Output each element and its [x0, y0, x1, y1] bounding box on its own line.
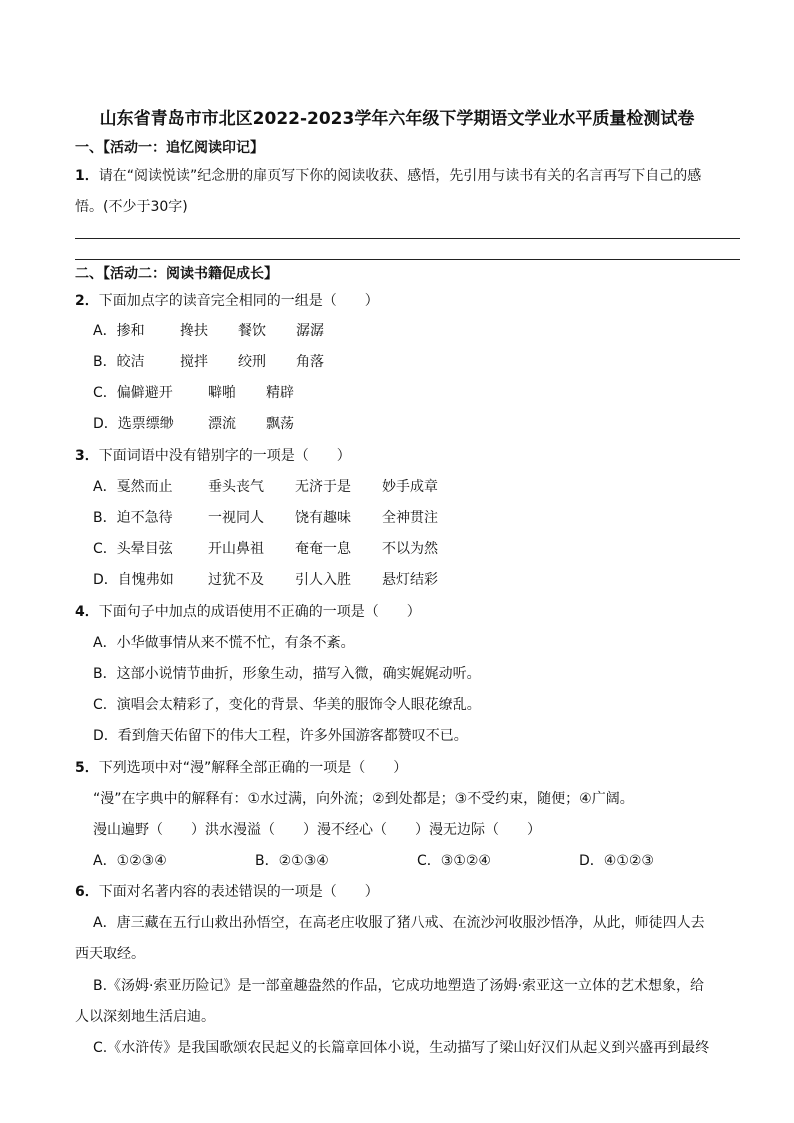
question-6-stem: 下面对名著内容的表述错误的一项是（ ） [98, 884, 379, 900]
option-word: 奄奄一息 [295, 541, 351, 557]
option-word: 全神贯注 [382, 510, 438, 526]
option-word: 角落 [296, 354, 324, 370]
question-5 [75, 758, 407, 778]
answer-line[interactable] [75, 238, 740, 239]
option-word: C．偏僻避开 [93, 385, 173, 401]
option-word: 一视同人 [208, 510, 264, 526]
option-word: 绞刑 [238, 354, 266, 370]
answer-line[interactable] [75, 259, 740, 260]
question-6 [75, 882, 379, 902]
question-5-definition: “漫”在字典中的解释有：①水过满，向外流；②到处都是；③不受约束，随便；④广阔。 [93, 791, 634, 807]
option-b[interactable] [93, 508, 438, 528]
option-a[interactable]: A．唐三藏在五行山救出孙悟空，在高老庄收服了猪八戒、在流沙河收服沙悟净，从此，师徒四人去 [93, 915, 705, 931]
option-b[interactable] [93, 352, 324, 372]
option-word: 精辟 [266, 385, 294, 401]
option-a[interactable] [93, 321, 324, 341]
question-number: 3． [75, 448, 99, 464]
section-2-heading: 二、【活动二：阅读书籍促成长】 [75, 266, 278, 282]
section-1-heading: 一、【活动一：追忆阅读印记】 [75, 140, 264, 156]
option-word: 潺潺 [296, 323, 324, 339]
option-word: 无济于是 [295, 479, 351, 495]
question-1 [75, 166, 701, 186]
question-5-stem: 下列选项中对“漫”解释全部正确的一项是（ ） [98, 760, 408, 776]
option-c[interactable] [93, 539, 438, 559]
option-word: 引人入胜 [295, 572, 351, 588]
option-word: 饶有趣味 [295, 510, 351, 526]
option-word: B．皎洁 [93, 354, 145, 370]
question-number: 1． [75, 168, 99, 184]
option-d[interactable]: D．看到詹天佑留下的伟大工程，许多外国游客都赞叹不已。 [93, 728, 468, 744]
option-a[interactable]: A．小华做事情从来不慌不忙，有条不紊。 [93, 635, 355, 651]
option-a[interactable]: A．①②③④ [93, 853, 167, 869]
option-word: 搅拌 [180, 354, 208, 370]
option-d[interactable]: D．④①②③ [579, 853, 654, 869]
option-word: A．戛然而止 [93, 479, 173, 495]
option-d[interactable] [93, 414, 294, 434]
option-c[interactable]: C．演唱会太精彩了，变化的背景、华美的服饰令人眼花缭乱。 [93, 697, 481, 713]
question-4 [75, 602, 421, 622]
option-d[interactable] [93, 570, 438, 590]
option-word: 妙手成章 [382, 479, 438, 495]
question-number: 2． [75, 293, 99, 309]
question-5-options [93, 851, 654, 871]
option-a-cont: 西天取经。 [75, 946, 145, 962]
question-1-cont: 悟。(不少于30字) [75, 199, 188, 215]
option-word: 餐饮 [238, 323, 266, 339]
question-number: 6． [75, 884, 99, 900]
option-b[interactable]: B.《汤姆·索亚历险记》是一部童趣盎然的作品，它成功地塑造了汤姆·索亚这一立体的艺术想象，给 [93, 978, 704, 994]
option-c[interactable]: C.《水浒传》是我国歌颂农民起义的长篇章回体小说，生动描写了梁山好汉们从起义到兴盛再到最终 [93, 1040, 710, 1056]
option-word: 搀扶 [180, 323, 208, 339]
option-b-cont: 人以深刻地生活启迪。 [75, 1009, 215, 1025]
question-4-stem: 下面句子中加点的成语使用不正确的一项是（ ） [98, 604, 421, 620]
question-number: 5． [75, 760, 99, 776]
option-b[interactable]: B．②①③④ [255, 853, 329, 869]
option-word: 过犹不及 [208, 572, 264, 588]
option-word: 噼啪 [208, 385, 236, 401]
option-word: D．选票缥缈 [93, 416, 174, 432]
question-5-items: 漫山遍野（ ）洪水漫溢（ ）漫不经心（ ）漫无边际（ ） [93, 822, 541, 838]
option-word: 悬灯结彩 [382, 572, 438, 588]
question-2-stem: 下面加点字的读音完全相同的一组是（ ） [98, 293, 379, 309]
option-word: 不以为然 [382, 541, 438, 557]
option-word: 开山鼻祖 [208, 541, 264, 557]
option-b[interactable]: B．这部小说情节曲折，形象生动，描写入微，确实娓娓动听。 [93, 666, 481, 682]
page-title: 山东省青岛市市北区2022-2023学年六年级下学期语文学业水平质量检测试卷 [99, 109, 695, 129]
question-3-stem: 下面词语中没有错别字的一项是（ ） [98, 448, 351, 464]
option-word: A．掺和 [93, 323, 145, 339]
option-word: 垂头丧气 [208, 479, 264, 495]
option-c[interactable] [93, 383, 294, 403]
option-word: C．头晕目弦 [93, 541, 173, 557]
option-a[interactable] [93, 477, 438, 497]
option-word: 漂流 [208, 416, 236, 432]
question-number: 4． [75, 604, 99, 620]
option-word: 飘荡 [266, 416, 294, 432]
question-3 [75, 446, 351, 466]
option-word: B．迫不急待 [93, 510, 173, 526]
option-c[interactable]: C．③①②④ [417, 853, 491, 869]
option-word: D．自愧弗如 [93, 572, 174, 588]
question-1-text: 请在“阅读悦读”纪念册的扉页写下你的阅读收获、感悟，先引用与读书有关的名言再写下自己的感 [98, 168, 702, 184]
question-2 [75, 291, 379, 311]
